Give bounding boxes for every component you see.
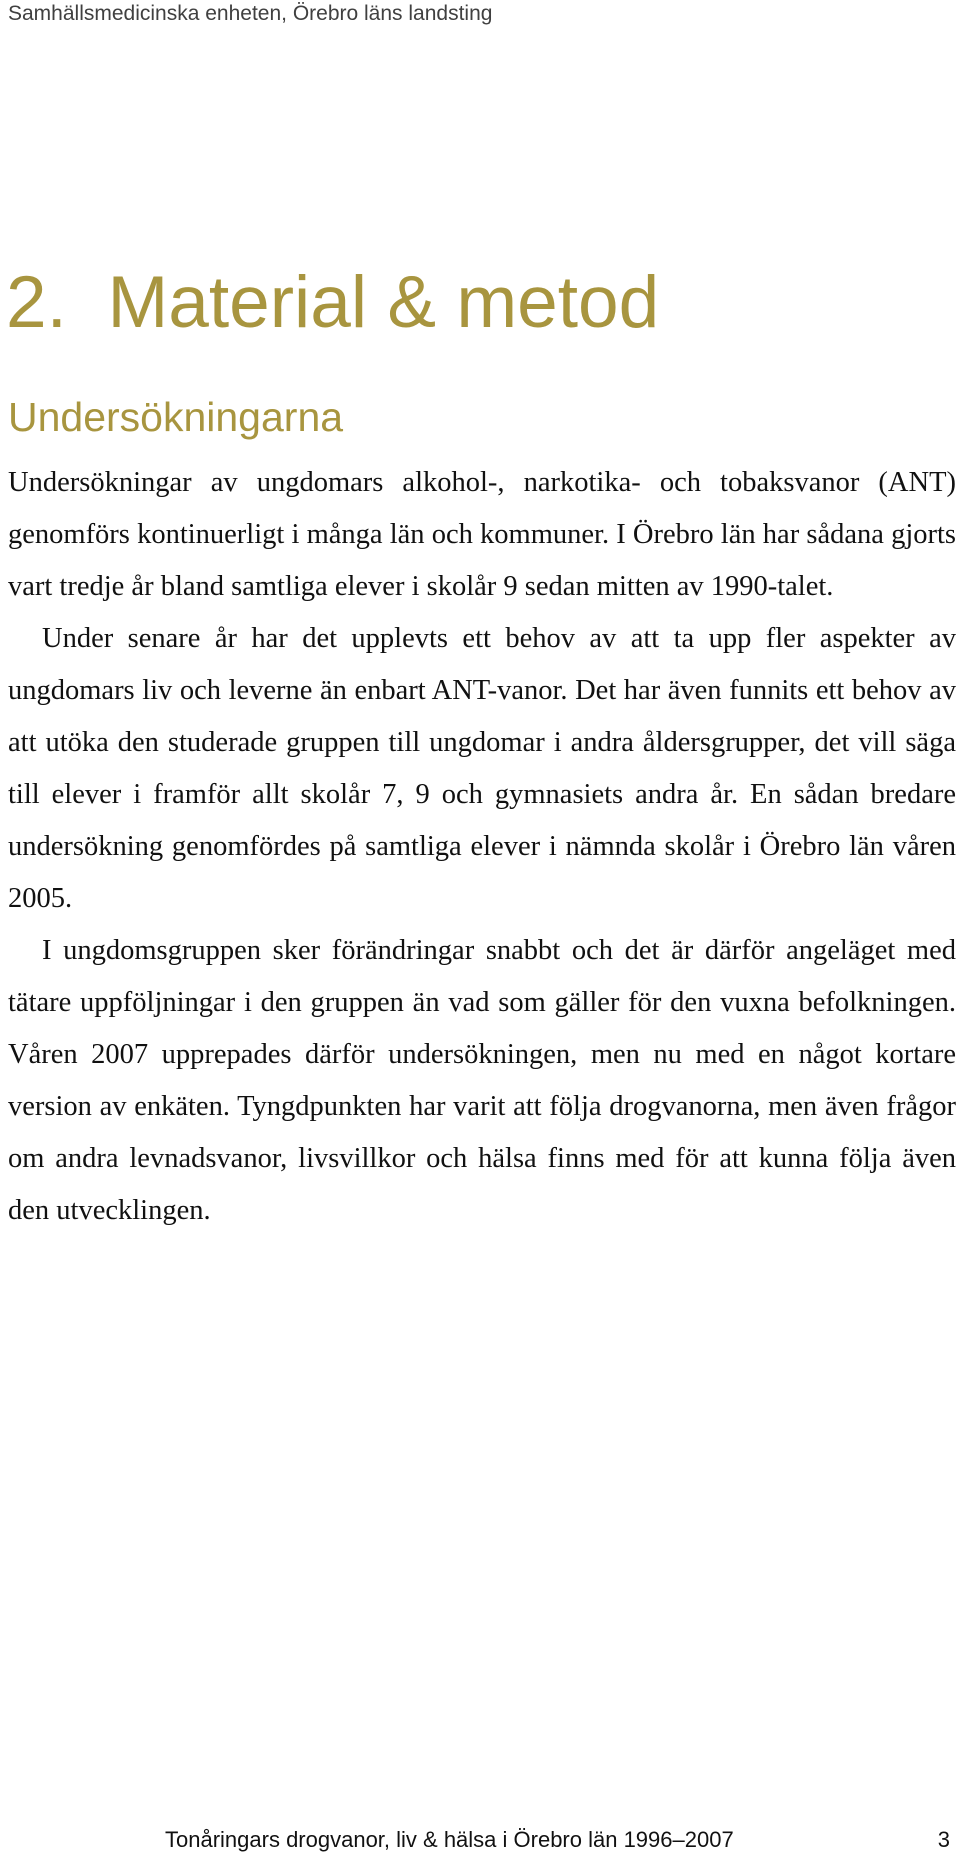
running-header: Samhällsmedicinska enheten, Örebro läns landsting [8,2,493,25]
paragraph: I ungdomsgruppen sker förändringar snabbt och det är därför angeläget med tätare uppföljningar i den gruppen än vad som gäller för den vuxna befolkningen. Våren 2007 upprepades därför undersökningen, men nu med en något kortare version av enkäten. Tyngdpunkten har varit att följa drogvanorna, men även frågor om andra levnadsvanor, livsvillkor och hälsa finns med för att kunna följa även den utvecklingen. [8,935,956,1226]
chapter-title: 2. Material & metod [6,262,660,343]
paragraph: Undersökningar av ungdomars alkohol-, narkotika- och tobaksvanor (ANT) genomförs kontinuerligt i många län och kommuner. I Örebro län har sådana gjorts vart tredje år bland samtliga elever i skolår 9 sedan mitten av 1990-talet. [8,467,956,602]
paragraph: Under senare år har det upplevts ett behov av att ta upp fler aspekter av ungdomars liv och leverne än enbart ANT-vanor. Det har även funnits ett behov av att utöka den studerade gruppen till ungdomar i andra åldersgrupper, det vill säga till elever i framför allt skolår 7, 9 och gymnasiets andra år. En sådan bredare undersökning genomfördes på samtliga elever i nämnda skolår i Örebro län våren 2005. [8,623,956,914]
body-text [8,457,956,1237]
section-title: Undersökningarna [8,394,344,440]
page-number: 3 [937,1827,950,1852]
footer-title: Tonåringars drogvanor, liv & hälsa i Örebro län 1996–2007 [165,1827,734,1852]
page-footer [165,1827,950,1853]
